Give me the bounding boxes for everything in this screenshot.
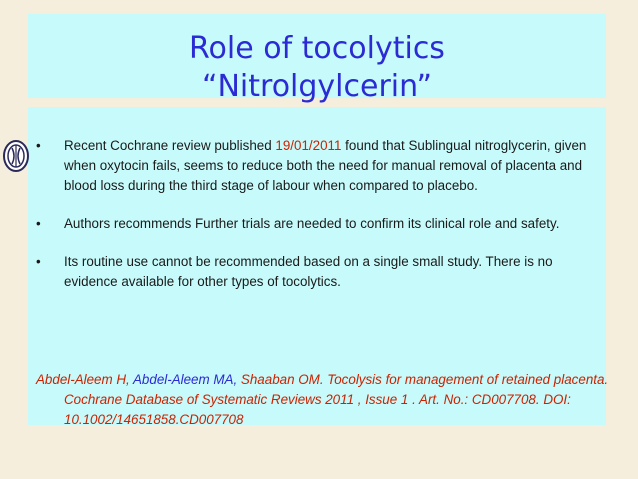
title-line-1: Role of tocolytics xyxy=(189,31,445,66)
bullet-item xyxy=(36,136,601,196)
bullet-item xyxy=(36,214,601,234)
bullet-list xyxy=(36,136,601,292)
bullet-marker: • xyxy=(36,254,41,269)
reference-author-2: Abdel-Aleem MA, xyxy=(133,372,241,387)
bullet-1-text-end: found that Sublingual nitroglycerin, given when oxytocin fails, seems to reduce both the need for manual removal of placenta and blood loss during the third stage of labour when compared to placebo. xyxy=(64,138,587,193)
bullet-3-text: Its routine use cannot be recommended based on a single small study. There is no evidence available for other types of tocolytics. xyxy=(64,254,553,289)
reference-citation xyxy=(36,370,629,430)
title-panel xyxy=(28,14,606,104)
slide-title xyxy=(28,30,606,106)
reference-author-3: Shaaban OM. xyxy=(240,372,328,387)
reference-author-1: Abdel-Aleem H, xyxy=(36,372,133,387)
emblem-icon xyxy=(2,138,30,174)
bullet-1-text-start: Recent Cochrane review published xyxy=(64,138,276,153)
bullet-2-text: Authors recommends Further trials are needed to confirm its clinical role and safety. xyxy=(64,216,560,231)
reference-details: Tocolysis for management of retained placenta. Cochrane Database of Systematic Reviews 2011 , Issue 1 . Art. No.: CD007708. DOI: 10.1002/14651858.CD007708 xyxy=(64,372,609,427)
bullet-marker: • xyxy=(36,138,41,153)
bullet-marker: • xyxy=(36,216,41,231)
bullet-1-date: 19/01/2011 xyxy=(275,138,342,153)
title-line-2: “Nitrolgylcerin” xyxy=(201,69,433,104)
bullet-item xyxy=(36,252,601,292)
